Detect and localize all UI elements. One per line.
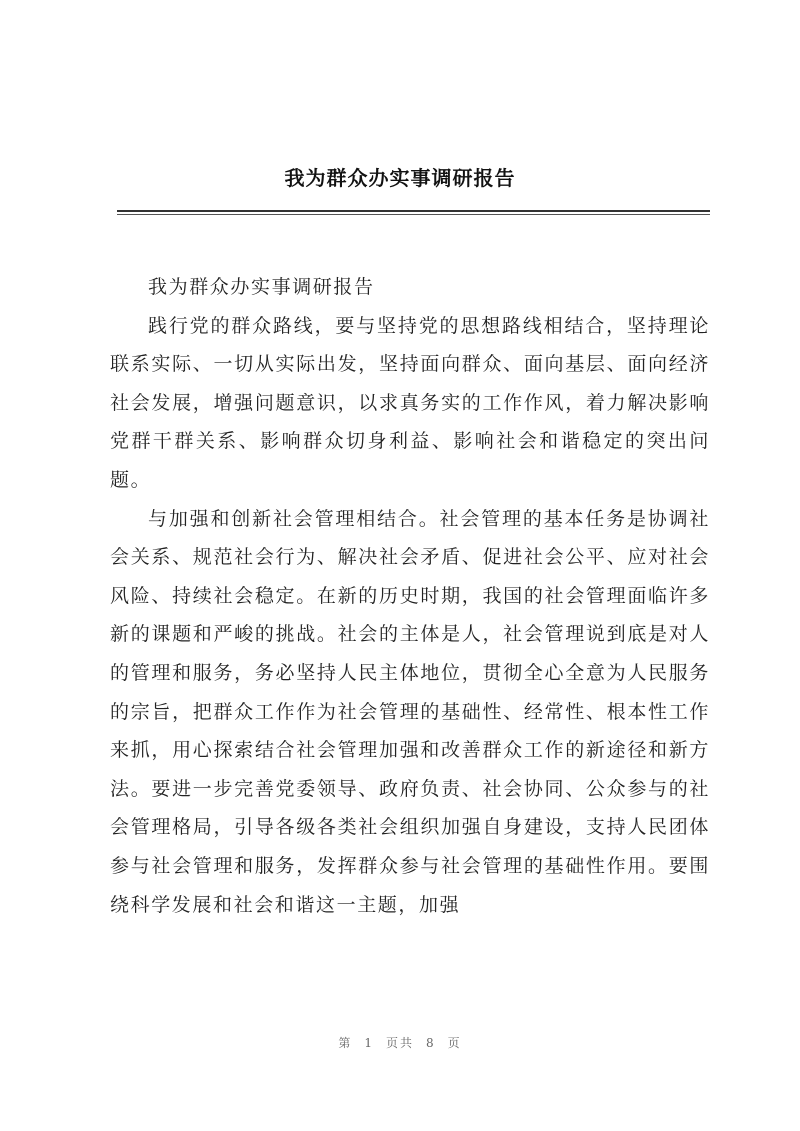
- paragraph: 践行党的群众路线，要与坚持党的思想路线相结合，坚持理论联系实际、一切从实际出发，坚持面向群众、面向基层、面向经济社会发展，增强问题意识，以求真务实的工作作风，着力解决影响党群干群关系、影响群众切身利益、影响社会和谐稳定的突出问题。: [110, 314, 710, 491]
- title-divider: [117, 210, 710, 212]
- document-title: 我为群众办实事调研报告: [284, 166, 516, 190]
- footer-middle: 页共: [385, 1036, 414, 1050]
- document-body: [110, 268, 710, 924]
- footer-page-number: 1: [364, 1036, 374, 1050]
- title-divider-thin: [117, 214, 710, 215]
- paragraph: 与加强和创新社会管理相结合。社会管理的基本任务是协调社会关系、规范社会行为、解决社会矛盾、促进社会公平、应对社会风险、持续社会稳定。在新的历史时期，我国的社会管理面临许多新的课题和严峻的挑战。社会的主体是人，社会管理说到底是对人的管理和服务，务必坚持人民主体地位，贯彻全心全意为人民服务的宗旨，把群众工作作为社会管理的基础性、经常性、根本性工作来抓，用心探索结合社会管理加强和改善群众工作的新途径和新方法。要进一步完善党委领导、政府负责、社会协同、公众参与的社会管理格局，引导各级各类社会组织加强自身建设，支持人民团体参与社会管理和服务，发挥群众参与社会管理的基础性作用。要围绕科学发展和社会和谐这一主题，加强: [110, 507, 710, 916]
- footer-total-pages: 8: [426, 1036, 436, 1050]
- footer-prefix: 第: [338, 1036, 353, 1050]
- footer-suffix: 页: [447, 1036, 462, 1050]
- paragraph-heading: 我为群众办实事调研报告: [148, 276, 375, 298]
- page-footer: [0, 1034, 800, 1051]
